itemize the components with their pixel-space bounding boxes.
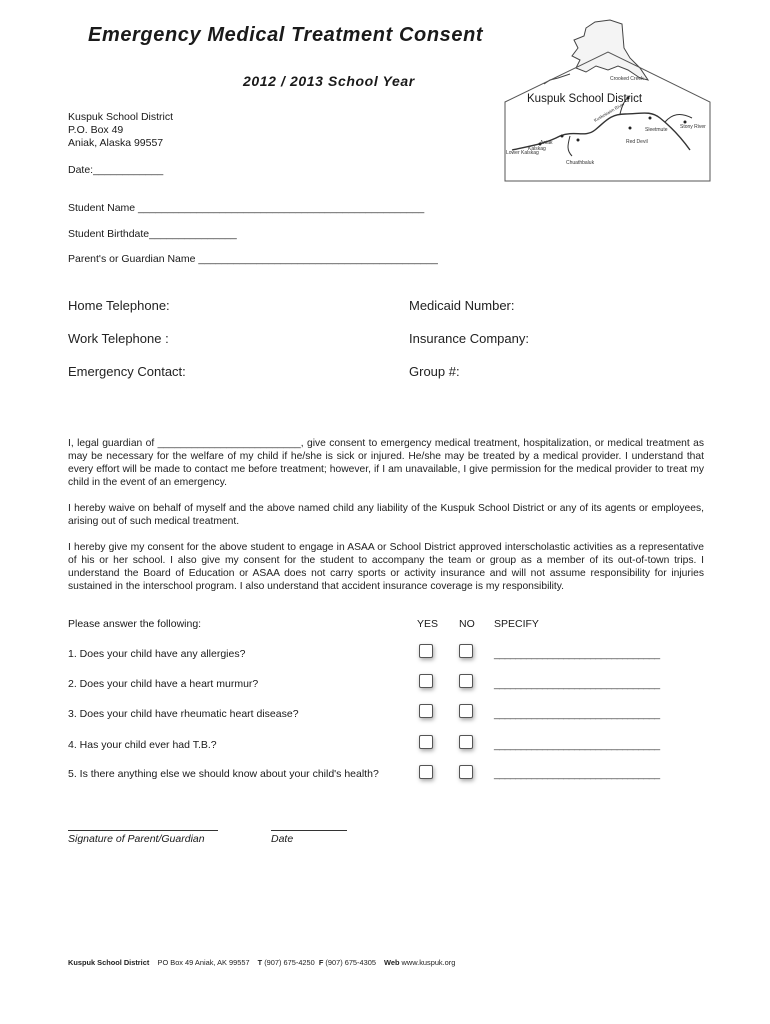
no-checkbox[interactable] — [459, 735, 473, 749]
no-checkbox[interactable] — [459, 704, 473, 718]
column-yes-header: YES — [417, 618, 439, 630]
parent-signature-line[interactable] — [68, 830, 218, 831]
student-name-field[interactable]: Student Name _________________________________________________ — [68, 202, 425, 214]
date-field[interactable]: Date:____________ — [68, 164, 164, 176]
yes-checkbox[interactable] — [419, 704, 433, 718]
place-label: Stony River — [680, 124, 706, 130]
questionnaire-intro: Please answer the following: — [68, 618, 202, 630]
place-label: Crooked Creek — [610, 76, 644, 82]
specify-field[interactable]: _______________________________ — [494, 708, 660, 720]
school-year-subtitle: 2012 / 2013 School Year — [243, 73, 415, 89]
no-checkbox[interactable] — [459, 644, 473, 658]
activities-paragraph: I hereby give my consent for the above student to engage in ASAA or School District approved interscholastic activities as a representative of his or her school. I also give my consent for the student to accompany the team or group as a member of its out-of-town trips. I understand the Board of Education or ASAA does not carry sports or activity insurance and will not assume responsibility for injuries sustained in the interschool program. I also understand that accident insurance coverage is my responsibility. — [68, 542, 704, 592]
work-telephone-field[interactable]: Work Telephone : — [68, 331, 169, 346]
insurance-company-field[interactable]: Insurance Company: — [409, 331, 529, 346]
place-label: Kuskokwim River — [593, 101, 626, 123]
place-label: Lower Kalskag — [506, 150, 539, 156]
address-city: Aniak, Alaska 99557 — [68, 137, 164, 149]
footer-web-label: Web — [384, 958, 400, 967]
specify-field[interactable]: _______________________________ — [494, 768, 660, 780]
no-checkbox[interactable] — [459, 674, 473, 688]
footer — [68, 958, 461, 967]
specify-field[interactable]: _______________________________ — [494, 678, 660, 690]
address-district: Kuspuk School District — [68, 111, 174, 123]
logo-district-name: Kuspuk School District — [527, 93, 643, 105]
question-rheumatic: 3. Does your child have rheumatic heart disease? — [68, 708, 299, 720]
waiver-paragraph: I hereby waive on behalf of myself and the above named child any liability of the Kuspuk School District or any of its agents or employees, arising out of such medical treatment. — [68, 503, 704, 527]
medicaid-number-field[interactable]: Medicaid Number: — [409, 298, 515, 313]
student-birthdate-field[interactable]: Student Birthdate_______________ — [68, 228, 237, 240]
district-address — [68, 111, 173, 150]
no-checkbox[interactable] — [459, 765, 473, 779]
footer-fax-label: F — [318, 958, 324, 967]
yes-checkbox[interactable] — [419, 674, 433, 688]
specify-field[interactable]: _______________________________ — [494, 739, 660, 751]
footer-district: Kuspuk School District — [68, 958, 150, 967]
question-other-health: 5. Is there anything else we should know about your child's health? — [68, 768, 379, 780]
place-label: Sleetmute — [645, 127, 668, 133]
question-heart-murmur: 2. Does your child have a heart murmur? — [68, 678, 259, 690]
footer-address: PO Box 49 Aniak, AK 99557 — [157, 958, 250, 967]
yes-checkbox[interactable] — [419, 765, 433, 779]
question-tb: 4. Has your child ever had T.B.? — [68, 739, 217, 751]
place-label: Kalskag — [528, 146, 546, 152]
footer-phone: (907) 675-4250 — [264, 958, 315, 967]
alaska-map-icon — [572, 20, 648, 80]
footer-web[interactable]: www.kuspuk.org — [401, 958, 456, 967]
home-telephone-field[interactable]: Home Telephone: — [68, 298, 170, 313]
yes-checkbox[interactable] — [419, 735, 433, 749]
consent-paragraph: I, legal guardian of _________________________, give consent to emergency medical treatment, hospitalization, or medical treatment as may be necessary for the welfare of my child if he/she is sick or injured. He/she may be treated by a medical provider. I understand that every effort will be made to contact me before treatment; however, if I am unavailable, I give permission for the medical provider to treat my child in the event of an emergency. — [68, 438, 704, 488]
guardian-name-field[interactable]: Parent's or Guardian Name _________________________________________ — [68, 253, 438, 265]
signature-date-label: Date — [271, 833, 294, 845]
place-label: Chuathbaluk — [566, 160, 595, 166]
signature-date-line[interactable] — [271, 830, 347, 831]
yes-checkbox[interactable] — [419, 644, 433, 658]
emergency-contact-field[interactable]: Emergency Contact: — [68, 364, 186, 379]
group-number-field[interactable]: Group #: — [409, 364, 460, 379]
place-label: Red Devil — [626, 139, 648, 145]
address-box: P.O. Box 49 — [68, 124, 124, 136]
page-title: Emergency Medical Treatment Consent — [88, 24, 484, 46]
column-specify-header: SPECIFY — [494, 618, 539, 630]
column-no-header: NO — [459, 618, 475, 630]
place-label: Aniak — [540, 140, 553, 146]
footer-fax: (907) 675-4305 — [325, 958, 376, 967]
question-allergies: 1. Does your child have any allergies? — [68, 648, 246, 660]
parent-signature-label: Signature of Parent/Guardian — [68, 833, 205, 845]
specify-field[interactable]: _______________________________ — [494, 648, 660, 660]
footer-phone-label: T — [257, 958, 263, 967]
